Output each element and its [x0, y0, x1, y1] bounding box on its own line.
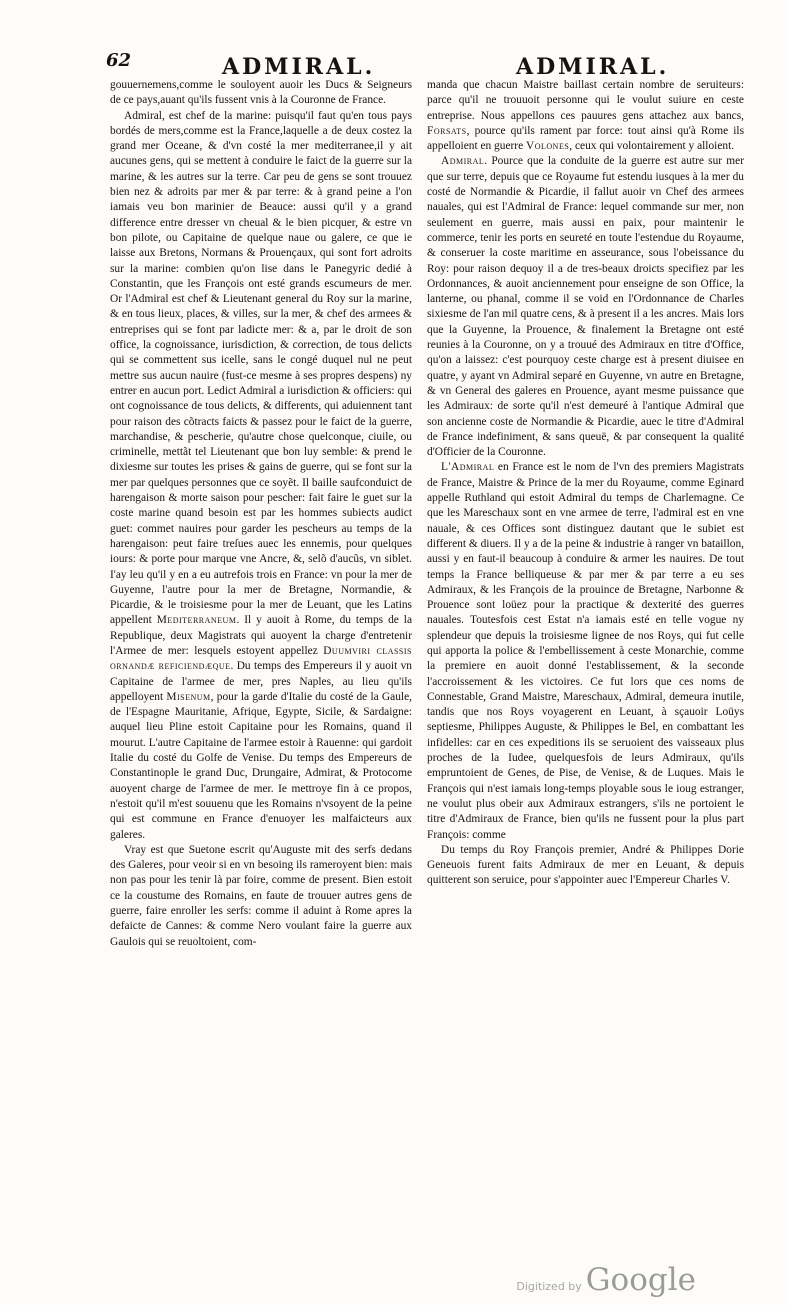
- right-paragraph-4: Du temps du Roy François premier, André & Philippes Dorie Geneuois furent faits Admiraux de mer en Leuant, & depuis quitterent son seruice, pour s'appointer auec l'Empereur Charles V.: [427, 843, 744, 887]
- running-head-left: ADMIRAL.: [222, 54, 376, 80]
- left-paragraph-2: [110, 109, 412, 843]
- entry-admiral: Admiral: [441, 155, 485, 168]
- watermark-label: Digitized by: [516, 1280, 582, 1293]
- right-p1-text-c: , ceux qui volontairement y alloient.: [569, 140, 735, 153]
- right-paragraph-2: [427, 154, 744, 460]
- left-column: [110, 78, 412, 950]
- left-paragraph-1: gouuernemens,comme le souloyent auoir les Ducs & Seigneurs de ce pays,auant qu'ils fussent vnis à la Couronne de France.: [110, 79, 412, 107]
- left-p2-text-c: . Du temps des Empereurs il y auoit vn Capitaine de l'armee de mer, pres Naples, au lieu qu'ils appelloyent: [110, 660, 412, 703]
- right-paragraph-3: [427, 460, 744, 842]
- right-p1-text-a: manda que chacun Maistre baillast certain nombre de seruiteurs: parce qu'il ne trouuoit personne qui le voulut suiure en ceste entreprise. Nous appellons ces pauures gens attachez aux bancs,: [427, 79, 744, 122]
- term-duumviri: Duumviri classis ornandæ reficiendæque: [110, 644, 412, 673]
- running-head-right: ADMIRAL.: [516, 54, 670, 80]
- term-volones: Volones: [526, 140, 570, 153]
- term-mediterraneum: Mediterraneum: [156, 614, 237, 627]
- digitized-watermark: [516, 1262, 696, 1298]
- right-p2-text: . Pource que la conduite de la guerre est autre sur mer que sur terre, depuis que ce Royaume fut estendu iusques à la mer du costé de Normandie & Picardie, il fallut auoir vn Chef des armees nauales, qui est l'Admiral de France: lequel commande sur mer, non seulement en guerre, mais aussi en paix, pour maintenir le commerce, tenir les ports en seureté en toute l'estendue du Royaume, & conseruer la coste maritime en asseurance, sous l'obeissance du Roy: pour raison dequoy il a de tres-beaux droicts specifiez par les Ordonnances, & auoit anciennement pour enseigne de son Office, la lanterne, ou phanal, comme il se void en l'Ordonnance de Charles sixiesme de l'an mil quatre cens, & à present il a les ancres. Mais lors que la Guyenne, la Prouence, & finalement la Bretagne ont esté reunies à la Couronne, on y a trouué des Admiraux en titre d'Office, qu'on a laissez: c'est pourquoy ceste charge est à present diuisee en quatre, y ayant vn Admiral separé en Guyenne, vn autre en Bretagne, & vn General des galeres en Prouence, ayant mesme puissance que les Admiraux: de sorte qu'il n'est demeuré à l'antique Admiral que son ancienne coste de Normandie & Picardie, auec le titre d'Admiral de France indefiniment, & sans queuë, & par consequent la qualité d'Officier de la Couronne.: [427, 155, 744, 459]
- right-p3-text: en France est le nom de l'vn des premiers Magistrats de France, Maistre & Prince de la mer du Royaume, comme Eginard appelle Ruthland qui estoit Admiral du temps de Charlemagne. Ce que les Mareschaux sont en vne armee de terre, l'admiral est en vne nauale, & ces Offices sont distinguez dautant que le subiet est different & diuers. Il y a de la peine & industrie à ranger vn bataillon, aussi y en faut-il beaucoup à conduire & armer les nauires. De tout temps la France belliqueuse & par mer & par terre a eu ses Admiraux, & les François de la prouince de Bretagne, Narbonne & Prouence sont loüez pour la practique & dexterité des guerres nauales. Toutesfois cest Estat n'a iamais esté en telle vogue ny splendeur que depuis la troisiesme lignee de nos Roys, qui fut celle qui apporta la police & l'embellissement à ceste Monarchie, comme la premiere en auoit donné l'establissement, & la seconde l'accroissement & les victoires. Ce fut lors que ces noms de Connestable, Grand Maistre, Mareschaux, Admiral, demeura inutile, tandis que nos Roys voyagerent en Leuant, à sçauoir Loüys septiesme, Philippes Auguste, & Philippes le Bel, en combattant les infidelles: car en ces expeditions ils se seruoient des vaisseaux plus proches de la Iudee, quelquesfois de leurs Admiraux, qu'ils empruntoient de Genes, de Pise, de Venise, & de Luques. Mais le François qui n'est iamais long-temps ployable sous le ioug estranger, ne voulut plus obeir aux Admiraux estrangers, s'ils ne portoient le titre d'Admiraux de France, bien qu'ils ne fussent pour la plus part François: comme: [427, 461, 744, 841]
- google-logo: Google: [585, 1262, 696, 1298]
- right-paragraph-1: [427, 78, 744, 154]
- right-p1-text-b: , pource qu'ils rament par force: tout ainsi qu'à Rome ils appelloient en guerre: [427, 124, 744, 153]
- left-p2-text: Admiral, est chef de la marine: puisqu'il faut qu'en tous pays bordés de mers,comme est la France,laquelle a de deux costez la grand mer Oceane, & d'vn costé la mer mediterranee,il y ait aucunes gens, qui se mettent à conduire le faict de la guerre sur la marine, & les autres sur la terre. Car peu de gens se sont trouuez bien nez & adroits par mer & par terre: & à grand peine a l'on iamais veu bon marinier de Beauce: aussi qu'il y a grand difference entre dresser vn cheual & le bien picquer, & estre vn bon pilote, ou Capitaine de quelque naue ou galere, ce que ie laisse aux Bretons, Normans & Prouençaux, qui sont fort adroits sur la marine: combien qu'on lise dans le Panegyric dedié à Constantin, que les François ont esté grands escumeurs de mer. Or l'Admiral est chef & Lieutenant general du Roy sur la marine, & en tous lieux, places, & villes, sur la mer, & chef des armees & entreprises qui se font par ladicte mer: & a, par le droit de son office, la cognoissance, iurisdiction, & correction, de tous delicts qui se commettent sus icelle, sans le congé duquel nul ne peut mettre sus aucun nauire (fust-ce mesme à ses propres despens) ny entrer en aucun port. Ledict Admiral a iurisdiction & officiers: qui ont cognoissance de tous delicts, & differents, qui aduiennent tant pour raison des cõtracts faicts & passez pour le faict de la guerre, marchandise, & pescherie, qu'autre chose quelconque, ciuile, ou criminelle, mettãt tel Lieutenant que bon luy semble: & prend le dixiesme sur toutes les prises & gains de guerre, qui se font sur la mer par quelques personnes que ce soyẽt. Il baille saufconduict de harengaison & morte saison pour pescher: fait faire le guet sur la coste marine quand besoin est par les hommes subiects audict guet: commet nauires pour garder les pescheurs au temps de la harengaison: peut faire treſues auec les ennemis, pour quelques iours: & porte pour marque vne Ancre, &, selõ d'aucũs, vn siblet. I'ay leu qu'il y en a eu autrefois trois en France: vn pour la mer de Guyenne, l'autre pour la mer de Bretagne, Normandie, & Picardie, & le troisiesme pour la mer de Leuant, que les Latins appellent: [110, 109, 412, 627]
- left-p2-text-d: , pour la garde d'Italie du costé de la Gaule, de l'Espagne Mauritanie, Afrique, Egypte, Sicile, & Sardaigne: auquel lieu Pline estoit Capitaine pour les Romains, quand il mourut. L'autre Capitaine de l'armee estoir à Rauenne: qui gardoit Italie du costé du Golfe de Venise. Du temps des Empereurs de Constantinople le grand Duc, Drungaire, Admirat, & Protocome auoyent charge de l'armee de mer. Ie mettroye fin à ce propos, n'estoit qu'il m'est souuenu que les Romains n'vsoyent de la peine qui est commune en France d'enuoyer les malfaicteurs aux galeres.: [110, 690, 412, 841]
- entry-l-admiral: L'Admiral: [441, 461, 495, 474]
- left-p2-text-b: . Il y auoit à Rome, du temps de la Republique, deux Magistrats qui auoyent la charge d'entretenir l'Armee de mer: lesquels estoyent appellez: [110, 614, 412, 657]
- term-forsats: Forsats: [427, 124, 467, 137]
- page-number: 62: [106, 50, 132, 71]
- right-column: [427, 78, 744, 889]
- term-misenum: Misenum: [166, 690, 211, 703]
- left-paragraph-3: Vray est que Suetone escrit qu'Auguste mit des serfs dedans des Galeres, pour veoir si en vn besoing ils rameroyent bien: mais non pas pour les tenir là par foire, comme de present. Bien estoit ce la coustume des Romains, en faute de trouuer autres gens de guerre, faire enroller les serfs: comme il aduint à Rome apres la defaicte de Cannes: & comme Nero voulant faire la guerre aux Gaulois qui se reuoltoient, com-: [110, 843, 412, 948]
